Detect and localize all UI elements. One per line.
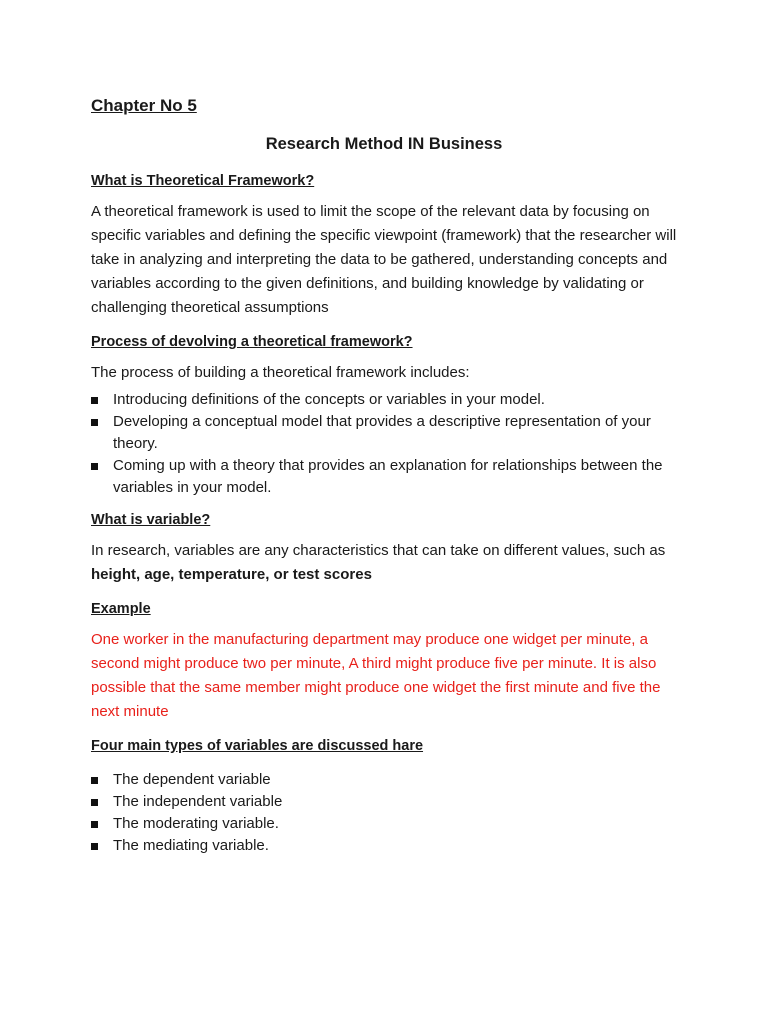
document-title: Research Method IN Business xyxy=(265,135,503,153)
section-heading-process: Process of devolving a theoretical framework? xyxy=(91,334,413,350)
square-bullet-icon xyxy=(91,419,98,426)
chapter-heading: Chapter No 5 xyxy=(91,96,197,115)
variable-examples-bold: height, age, temperature, or test scores xyxy=(91,566,372,583)
square-bullet-icon xyxy=(91,843,98,850)
variable-text: In research, variables are any characteristics that can take on different values, such as xyxy=(91,542,666,559)
list-item-text: The moderating variable. xyxy=(113,815,279,832)
paragraph-theoretical-framework: A theoretical framework is used to limit the scope of the relevant data by focusing on specific variables and defining the specific viewpoint (framework) that the researcher will take in analyzing and interpreting the data to be gathered, understanding concepts and variables according to the given definitions, and building knowledge by validating or challenging theoretical assumptions xyxy=(91,203,677,316)
list-item xyxy=(91,835,691,857)
square-bullet-icon xyxy=(91,799,98,806)
list-item-text: The independent variable xyxy=(113,793,283,810)
list-item-text: Introducing definitions of the concepts or variables in your model. xyxy=(113,391,545,408)
list-item xyxy=(91,455,691,499)
paragraph-process-intro: The process of building a theoretical framework includes: xyxy=(91,364,470,381)
list-item xyxy=(91,411,691,455)
variable-types-list xyxy=(91,769,691,857)
list-item-text: Coming up with a theory that provides an explanation for relationships between the variables in your model. xyxy=(113,457,663,496)
list-item-text: Developing a conceptual model that provides a descriptive representation of your theory. xyxy=(113,413,651,452)
square-bullet-icon xyxy=(91,463,98,470)
process-list xyxy=(91,389,691,499)
paragraph-example: One worker in the manufacturing department may produce one widget per minute, a second might produce two per minute, A third might produce five per minute. It is also possible that the same member might produce one widget the first minute and five the next minute xyxy=(91,631,661,720)
square-bullet-icon xyxy=(91,821,98,828)
document-body xyxy=(91,170,691,857)
list-item-text: The mediating variable. xyxy=(113,837,269,854)
list-item xyxy=(91,769,691,791)
list-item-text: The dependent variable xyxy=(113,771,271,788)
square-bullet-icon xyxy=(91,777,98,784)
square-bullet-icon xyxy=(91,397,98,404)
paragraph-variable xyxy=(91,539,691,587)
list-item xyxy=(91,791,691,813)
list-item xyxy=(91,389,691,411)
section-heading-example: Example xyxy=(91,601,151,617)
section-heading-variable: What is variable? xyxy=(91,512,211,528)
section-heading-variable-types: Four main types of variables are discussed hare xyxy=(91,738,424,754)
list-item xyxy=(91,813,691,835)
section-heading-theoretical-framework: What is Theoretical Framework? xyxy=(91,173,315,189)
